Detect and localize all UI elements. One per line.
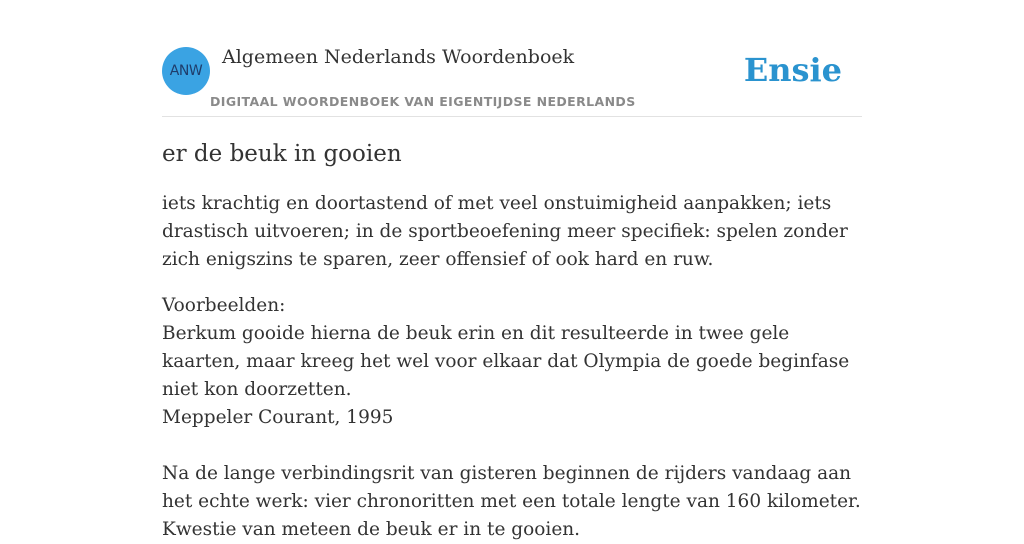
site-subtitle: DIGITAAL WOORDENBOEK VAN EIGENTIJDSE NEDERLANDS: [210, 94, 636, 109]
anw-logo[interactable]: ANW: [162, 47, 210, 95]
example-item: [162, 323, 862, 432]
entry-definition: iets krachtig en doortastend of met veel onstuimigheid aanpakken; iets drastisch uitvoeren; in de sportbeoefening meer specifiek: spelen zonder zich enigszins te sparen, zeer offensief of ook hard en ruw.: [162, 193, 848, 270]
example-text: Na de lange verbindingsrit van gisteren beginnen de rijders vandaag aan het echte werk: vier chronoritten met een totale lengte van 160 kilometer. Kwestie van meteen de beuk er in te gooien.: [162, 463, 861, 540]
example-source: Meppeler Courant, 1995: [162, 407, 394, 428]
example-item: [162, 460, 862, 544]
examples-section: [162, 292, 862, 544]
entry-title: er de beuk in gooien: [162, 141, 402, 167]
site-header: [162, 0, 862, 117]
ensie-brand-link[interactable]: Ensie: [743, 51, 842, 89]
examples-label: Voorbeelden:: [162, 295, 286, 316]
entry-content: [162, 138, 862, 544]
example-text: Berkum gooide hierna de beuk erin en dit resulteerde in twee gele kaarten, maar kreeg het wel voor elkaar dat Olympia de goede beginfase niet kon doorzetten.: [162, 323, 850, 400]
site-title[interactable]: Algemeen Nederlands Woordenboek: [222, 46, 575, 68]
